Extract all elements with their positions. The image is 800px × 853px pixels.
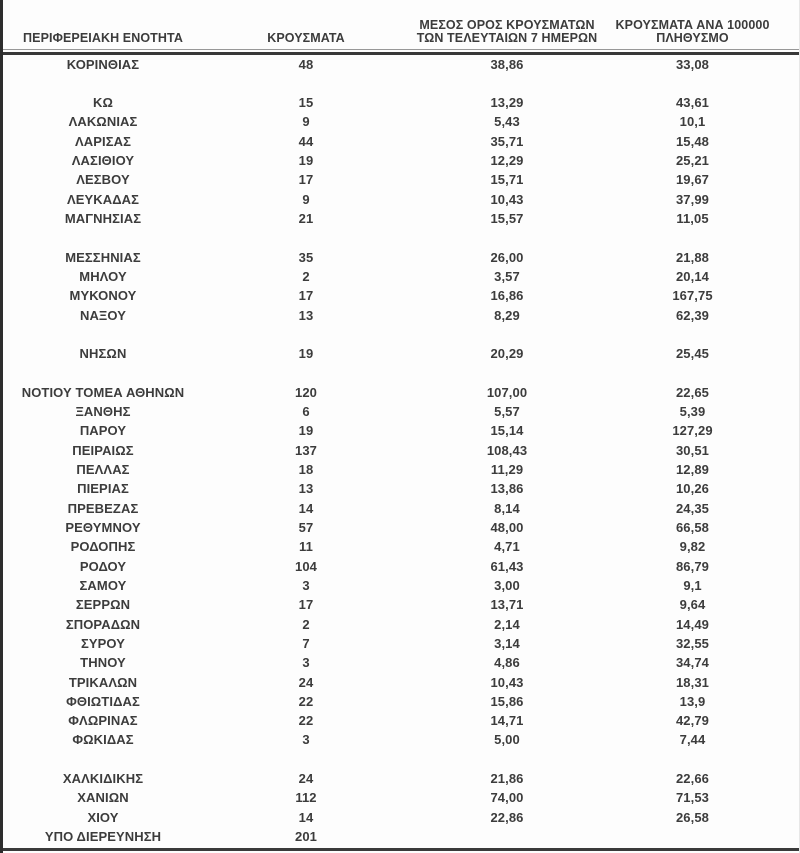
cell-cases: 13 — [298, 481, 314, 497]
cell-cases: 9 — [302, 114, 310, 130]
table-row — [3, 711, 800, 730]
cell-region-name: ΛΑΣΙΘΙΟΥ — [71, 153, 135, 169]
cell-filler — [780, 788, 800, 807]
table-row — [3, 74, 800, 93]
header-cases-label: ΚΡΟΥΣΜΑΤΑ — [267, 31, 345, 45]
cell-per100k: 167,75 — [672, 288, 713, 304]
cell-region-name: ΡΟΔΟΥ — [79, 558, 127, 574]
cell-avg7: 15,14 — [490, 423, 524, 439]
cell-avg7: 4,71 — [494, 539, 520, 555]
cell-per100k: 9,1 — [683, 577, 702, 593]
cell-region-name — [3, 74, 203, 93]
cell-cases: 19 — [298, 153, 314, 169]
cell-per100k: 42,79 — [675, 713, 710, 729]
cell-cases: 2 — [302, 268, 310, 284]
cell-cases: 3 — [302, 655, 310, 671]
cell-region-name: ΜΥΚΟΝΟΥ — [69, 288, 137, 304]
cell-region-name: ΠΕΙΡΑΙΩΣ — [72, 442, 134, 458]
cell-per100k: 5,39 — [679, 404, 706, 420]
cell-cases: 104 — [295, 558, 317, 574]
cell-filler — [780, 53, 800, 74]
table-row — [3, 595, 800, 614]
table-row — [3, 750, 800, 769]
cell-per100k: 22,65 — [675, 384, 710, 400]
table-row — [3, 112, 800, 131]
table-row — [3, 769, 800, 788]
header-region — [3, 0, 203, 49]
cell-region-name: ΤΗΝΟΥ — [80, 655, 126, 671]
cell-cases — [203, 228, 409, 247]
cell-avg7: 74,00 — [490, 790, 524, 806]
cell-region-name — [3, 228, 203, 247]
cell-per100k: 25,45 — [675, 346, 710, 362]
cell-filler — [780, 93, 800, 112]
cell-filler — [780, 557, 800, 576]
cell-filler — [780, 344, 800, 363]
cell-avg7: 21,86 — [490, 771, 524, 787]
cell-avg7: 3,00 — [494, 577, 520, 593]
cell-avg7: 2,14 — [494, 616, 520, 632]
table-row — [3, 499, 800, 518]
cell-per100k: 37,99 — [675, 191, 710, 207]
cell-filler — [780, 653, 800, 672]
cell-filler — [780, 537, 800, 556]
cell-avg7: 4,86 — [494, 655, 520, 671]
cell-region-name — [3, 750, 203, 769]
cell-region-name: ΛΕΣΒΟΥ — [76, 172, 130, 188]
cell-cases — [203, 364, 409, 383]
cell-cases: 137 — [295, 442, 317, 458]
header-per100k — [605, 0, 780, 49]
cell-per100k: 127,29 — [672, 423, 713, 439]
header-filler — [780, 0, 800, 49]
cell-per100k: 10,1 — [679, 114, 706, 130]
cell-avg7: 10,43 — [490, 191, 524, 207]
cell-region-name: ΧΑΛΚΙΔΙΚΗΣ — [62, 771, 144, 787]
cell-avg7: 5,57 — [494, 404, 520, 420]
cell-cases: 120 — [295, 384, 317, 400]
cell-cases: 3 — [302, 577, 310, 593]
cell-region-name: ΤΡΙΚΑΛΩΝ — [68, 674, 138, 690]
cell-region-name: ΡΟΔΟΠΗΣ — [70, 539, 136, 555]
table-row — [3, 421, 800, 440]
cell-avg7: 15,71 — [490, 172, 524, 188]
cell-region-name: ΣΠΟΡΑΔΩΝ — [65, 616, 141, 632]
cell-region-name: ΚΩ — [92, 95, 113, 111]
table-row — [3, 402, 800, 421]
table-row — [3, 518, 800, 537]
cell-per100k — [605, 364, 780, 383]
table-header — [3, 0, 800, 53]
cell-avg7: 22,86 — [490, 809, 524, 825]
cell-filler — [780, 518, 800, 537]
cell-filler — [780, 190, 800, 209]
table-row — [3, 93, 800, 112]
cell-avg7: 11,29 — [490, 462, 524, 478]
cell-per100k: 43,61 — [675, 95, 710, 111]
header-region-label: ΠΕΡΙΦΕΡΕΙΑΚΗ ΕΝΟΤΗΤΑ — [23, 31, 183, 45]
header-avg7-line2: ΤΩΝ ΤΕΛΕΥΤΑΙΩΝ 7 ΗΜΕΡΩΝ — [416, 31, 598, 45]
cell-region-name: ΠΕΛΛΑΣ — [76, 462, 130, 478]
cell-region-name: ΡΕΘΥΜΝΟΥ — [65, 520, 141, 535]
cell-avg7: 8,29 — [494, 307, 520, 323]
cell-per100k: 24,35 — [675, 500, 710, 516]
table-row — [3, 306, 800, 325]
cell-per100k: 62,39 — [675, 307, 710, 323]
cell-region-name: ΜΗΛΟΥ — [79, 268, 127, 284]
cell-avg7: 5,00 — [494, 732, 520, 748]
cell-filler — [780, 364, 800, 383]
cell-per100k: 20,14 — [675, 268, 710, 284]
table-row — [3, 383, 800, 402]
table-body — [3, 53, 800, 846]
table-row — [3, 634, 800, 653]
cell-per100k: 10,26 — [675, 481, 710, 497]
cell-avg7 — [409, 750, 605, 769]
cell-filler — [780, 286, 800, 305]
cell-avg7 — [409, 74, 605, 93]
cell-region-name: ΧΙΟΥ — [87, 809, 119, 825]
cell-per100k: 18,31 — [675, 674, 710, 690]
cell-region-name — [3, 364, 203, 383]
cell-cases: 35 — [298, 249, 314, 265]
cell-avg7: 3,14 — [494, 635, 520, 651]
cell-per100k: 21,88 — [675, 249, 710, 265]
cell-filler — [780, 576, 800, 595]
cell-filler — [780, 267, 800, 286]
cell-avg7: 107,00 — [486, 384, 528, 400]
cell-filler — [780, 209, 800, 228]
cell-avg7 — [409, 325, 605, 344]
cell-avg7: 5,43 — [494, 114, 520, 130]
cell-region-name: ΠΑΡΟΥ — [79, 423, 127, 439]
header-per100k-line1: ΚΡΟΥΣΜΑΤΑ ΑΝΑ 100000 — [615, 17, 770, 32]
table-row — [3, 673, 800, 692]
cell-region-name: ΦΛΩΡΙΝΑΣ — [68, 713, 138, 729]
cell-avg7: 38,86 — [490, 56, 524, 72]
cell-filler — [780, 112, 800, 131]
cell-filler — [780, 383, 800, 402]
cell-avg7: 14,71 — [490, 713, 524, 729]
cell-per100k: 9,82 — [679, 539, 706, 555]
table-row — [3, 557, 800, 576]
cell-per100k: 22,66 — [675, 771, 710, 787]
cell-filler — [780, 170, 800, 189]
cell-filler — [780, 673, 800, 692]
cell-region-name: ΜΕΣΣΗΝΙΑΣ — [65, 249, 141, 265]
cell-cases: 44 — [298, 133, 314, 149]
cell-per100k — [605, 827, 780, 846]
cell-filler — [780, 306, 800, 325]
table-row — [3, 286, 800, 305]
cell-avg7 — [409, 827, 605, 846]
cell-avg7: 61,43 — [490, 558, 524, 574]
cell-avg7: 13,71 — [490, 597, 524, 613]
cell-cases: 17 — [298, 172, 314, 188]
cell-cases: 24 — [298, 771, 314, 787]
cell-filler — [780, 634, 800, 653]
cell-cases: 11 — [299, 539, 313, 555]
cell-per100k: 19,67 — [675, 172, 710, 188]
cell-cases: 2 — [302, 616, 310, 632]
table-row — [3, 267, 800, 286]
cell-cases: 201 — [295, 829, 317, 844]
cell-per100k: 33,08 — [675, 56, 710, 72]
cell-per100k — [605, 750, 780, 769]
cell-filler — [780, 750, 800, 769]
cell-region-name: ΛΑΚΩΝΙΑΣ — [68, 114, 138, 130]
cell-cases: 21 — [298, 211, 314, 226]
cell-per100k: 15,48 — [675, 133, 710, 149]
cell-cases: 7 — [302, 635, 310, 651]
table-row — [3, 460, 800, 479]
cell-avg7: 3,57 — [494, 268, 520, 284]
cell-avg7: 48,00 — [490, 520, 524, 535]
cell-cases — [203, 325, 409, 344]
cell-filler — [780, 74, 800, 93]
header-cases — [203, 0, 409, 49]
header-row — [3, 0, 800, 49]
cell-avg7: 8,14 — [494, 500, 520, 516]
cell-cases: 6 — [302, 404, 310, 420]
table-row — [3, 730, 800, 749]
cell-region-name: ΥΠΟ ΔΙΕΡΕΥΝΗΣΗ — [44, 829, 162, 844]
table-row — [3, 808, 800, 827]
table-row — [3, 537, 800, 556]
cell-avg7: 13,86 — [490, 481, 524, 497]
cell-cases: 15 — [298, 95, 314, 111]
cell-region-name — [3, 325, 203, 344]
cell-region-name: ΜΑΓΝΗΣΙΑΣ — [64, 211, 142, 226]
cell-filler — [780, 499, 800, 518]
cell-cases: 18 — [298, 462, 314, 478]
cell-region-name: ΝΗΣΩΝ — [79, 346, 127, 362]
cell-cases: 22 — [298, 713, 314, 729]
cell-per100k — [605, 325, 780, 344]
cell-per100k: 9,64 — [679, 597, 706, 613]
cell-avg7: 26,00 — [490, 249, 524, 265]
cell-avg7: 12,29 — [490, 153, 524, 169]
cell-filler — [780, 730, 800, 749]
cell-region-name: ΦΘΙΩΤΙΔΑΣ — [66, 693, 140, 709]
cell-cases — [203, 74, 409, 93]
cell-per100k: 86,79 — [675, 558, 710, 574]
cell-per100k: 32,55 — [675, 635, 710, 651]
cell-region-name: ΧΑΝΙΩΝ — [77, 790, 129, 806]
cell-filler — [780, 325, 800, 344]
cell-avg7: 35,71 — [490, 133, 524, 149]
cell-region-name: ΠΙΕΡΙΑΣ — [77, 481, 129, 497]
cell-per100k: 12,89 — [675, 462, 710, 478]
cell-region-name: ΞΑΝΘΗΣ — [75, 404, 131, 420]
header-avg7 — [409, 0, 605, 49]
cell-filler — [780, 132, 800, 151]
cell-cases: 19 — [298, 346, 314, 362]
cell-region-name: ΣΕΡΡΩΝ — [75, 597, 131, 613]
table-row — [3, 190, 800, 209]
cell-cases: 14 — [298, 500, 314, 516]
cell-avg7: 108,43 — [486, 442, 528, 458]
header-per100k-line2: ΠΛΗΘΥΣΜΟ — [656, 31, 729, 45]
cell-region-name: ΝΑΞΟΥ — [79, 307, 127, 323]
table-row — [3, 248, 800, 267]
table-row — [3, 325, 800, 344]
cell-per100k: 7,44 — [679, 732, 706, 748]
cell-region-name: ΚΟΡΙΝΘΙΑΣ — [66, 56, 140, 72]
table-row — [3, 170, 800, 189]
table-row — [3, 209, 800, 228]
cell-filler — [780, 151, 800, 170]
cell-per100k — [605, 228, 780, 247]
cell-region-name: ΠΡΕΒΕΖΑΣ — [67, 500, 139, 516]
cell-per100k: 14,49 — [675, 616, 710, 632]
cell-per100k: 11,05 — [676, 211, 709, 226]
cell-region-name: ΛΕΥΚΑΔΑΣ — [66, 191, 140, 207]
cell-filler — [780, 248, 800, 267]
cell-filler — [780, 479, 800, 498]
cell-filler — [780, 808, 800, 827]
cell-avg7: 15,86 — [490, 693, 524, 709]
table-row — [3, 692, 800, 711]
cell-cases: 57 — [298, 520, 314, 535]
table-row — [3, 132, 800, 151]
table-bottom-rule — [3, 848, 799, 851]
cell-cases: 9 — [302, 191, 310, 207]
table-row — [3, 576, 800, 595]
cell-avg7: 13,29 — [490, 95, 524, 111]
cell-avg7: 10,43 — [490, 674, 524, 690]
cell-avg7: 16,86 — [490, 288, 524, 304]
table-row — [3, 479, 800, 498]
table-row — [3, 364, 800, 383]
cell-cases: 3 — [302, 732, 310, 748]
cell-per100k: 71,53 — [675, 790, 710, 806]
cell-cases: 17 — [298, 288, 314, 304]
cell-region-name: ΛΑΡΙΣΑΣ — [74, 133, 132, 149]
cell-filler — [780, 769, 800, 788]
header-avg7-line1: ΜΕΣΟΣ ΟΡΟΣ ΚΡΟΥΣΜΑΤΩΝ — [419, 17, 595, 32]
cell-filler — [780, 441, 800, 460]
cell-per100k: 13,9 — [679, 693, 706, 709]
cell-per100k: 26,58 — [675, 809, 710, 825]
cell-region-name: ΦΩΚΙΔΑΣ — [72, 732, 134, 748]
cell-avg7 — [409, 228, 605, 247]
cell-cases: 48 — [298, 56, 314, 72]
cell-cases: 112 — [295, 790, 317, 806]
cell-region-name: ΣΑΜΟΥ — [79, 577, 127, 593]
table-row — [3, 344, 800, 363]
cell-filler — [780, 615, 800, 634]
cell-cases: 19 — [298, 423, 314, 439]
cell-filler — [780, 711, 800, 730]
cell-cases: 13 — [298, 307, 314, 323]
cell-filler — [780, 827, 800, 846]
table-row — [3, 441, 800, 460]
cell-avg7: 20,29 — [490, 346, 524, 362]
cell-avg7: 15,57 — [490, 211, 524, 226]
cell-filler — [780, 228, 800, 247]
cell-filler — [780, 402, 800, 421]
cell-region-name: ΝΟΤΙΟΥ ΤΟΜΕΑ ΑΘΗΝΩΝ — [21, 384, 185, 400]
cell-cases: 24 — [298, 674, 314, 690]
table-row — [3, 151, 800, 170]
table-row — [3, 615, 800, 634]
table-row — [3, 653, 800, 672]
cell-cases: 22 — [298, 693, 314, 709]
table-row — [3, 53, 800, 74]
cell-cases: 17 — [298, 597, 314, 613]
cell-per100k: 66,58 — [675, 520, 710, 535]
cell-per100k: 30,51 — [675, 442, 710, 458]
table-row — [3, 228, 800, 247]
cell-region-name: ΣΥΡΟΥ — [80, 635, 126, 651]
cell-cases — [203, 750, 409, 769]
cell-filler — [780, 460, 800, 479]
cell-per100k: 34,74 — [675, 655, 710, 671]
cell-filler — [780, 421, 800, 440]
cell-per100k — [605, 74, 780, 93]
table-row — [3, 788, 800, 807]
table-row — [3, 827, 800, 846]
cell-avg7 — [409, 364, 605, 383]
cell-cases: 14 — [298, 809, 314, 825]
cell-filler — [780, 692, 800, 711]
regional-cases-table — [3, 0, 800, 846]
cell-filler — [780, 595, 800, 614]
cell-per100k: 25,21 — [675, 153, 710, 169]
